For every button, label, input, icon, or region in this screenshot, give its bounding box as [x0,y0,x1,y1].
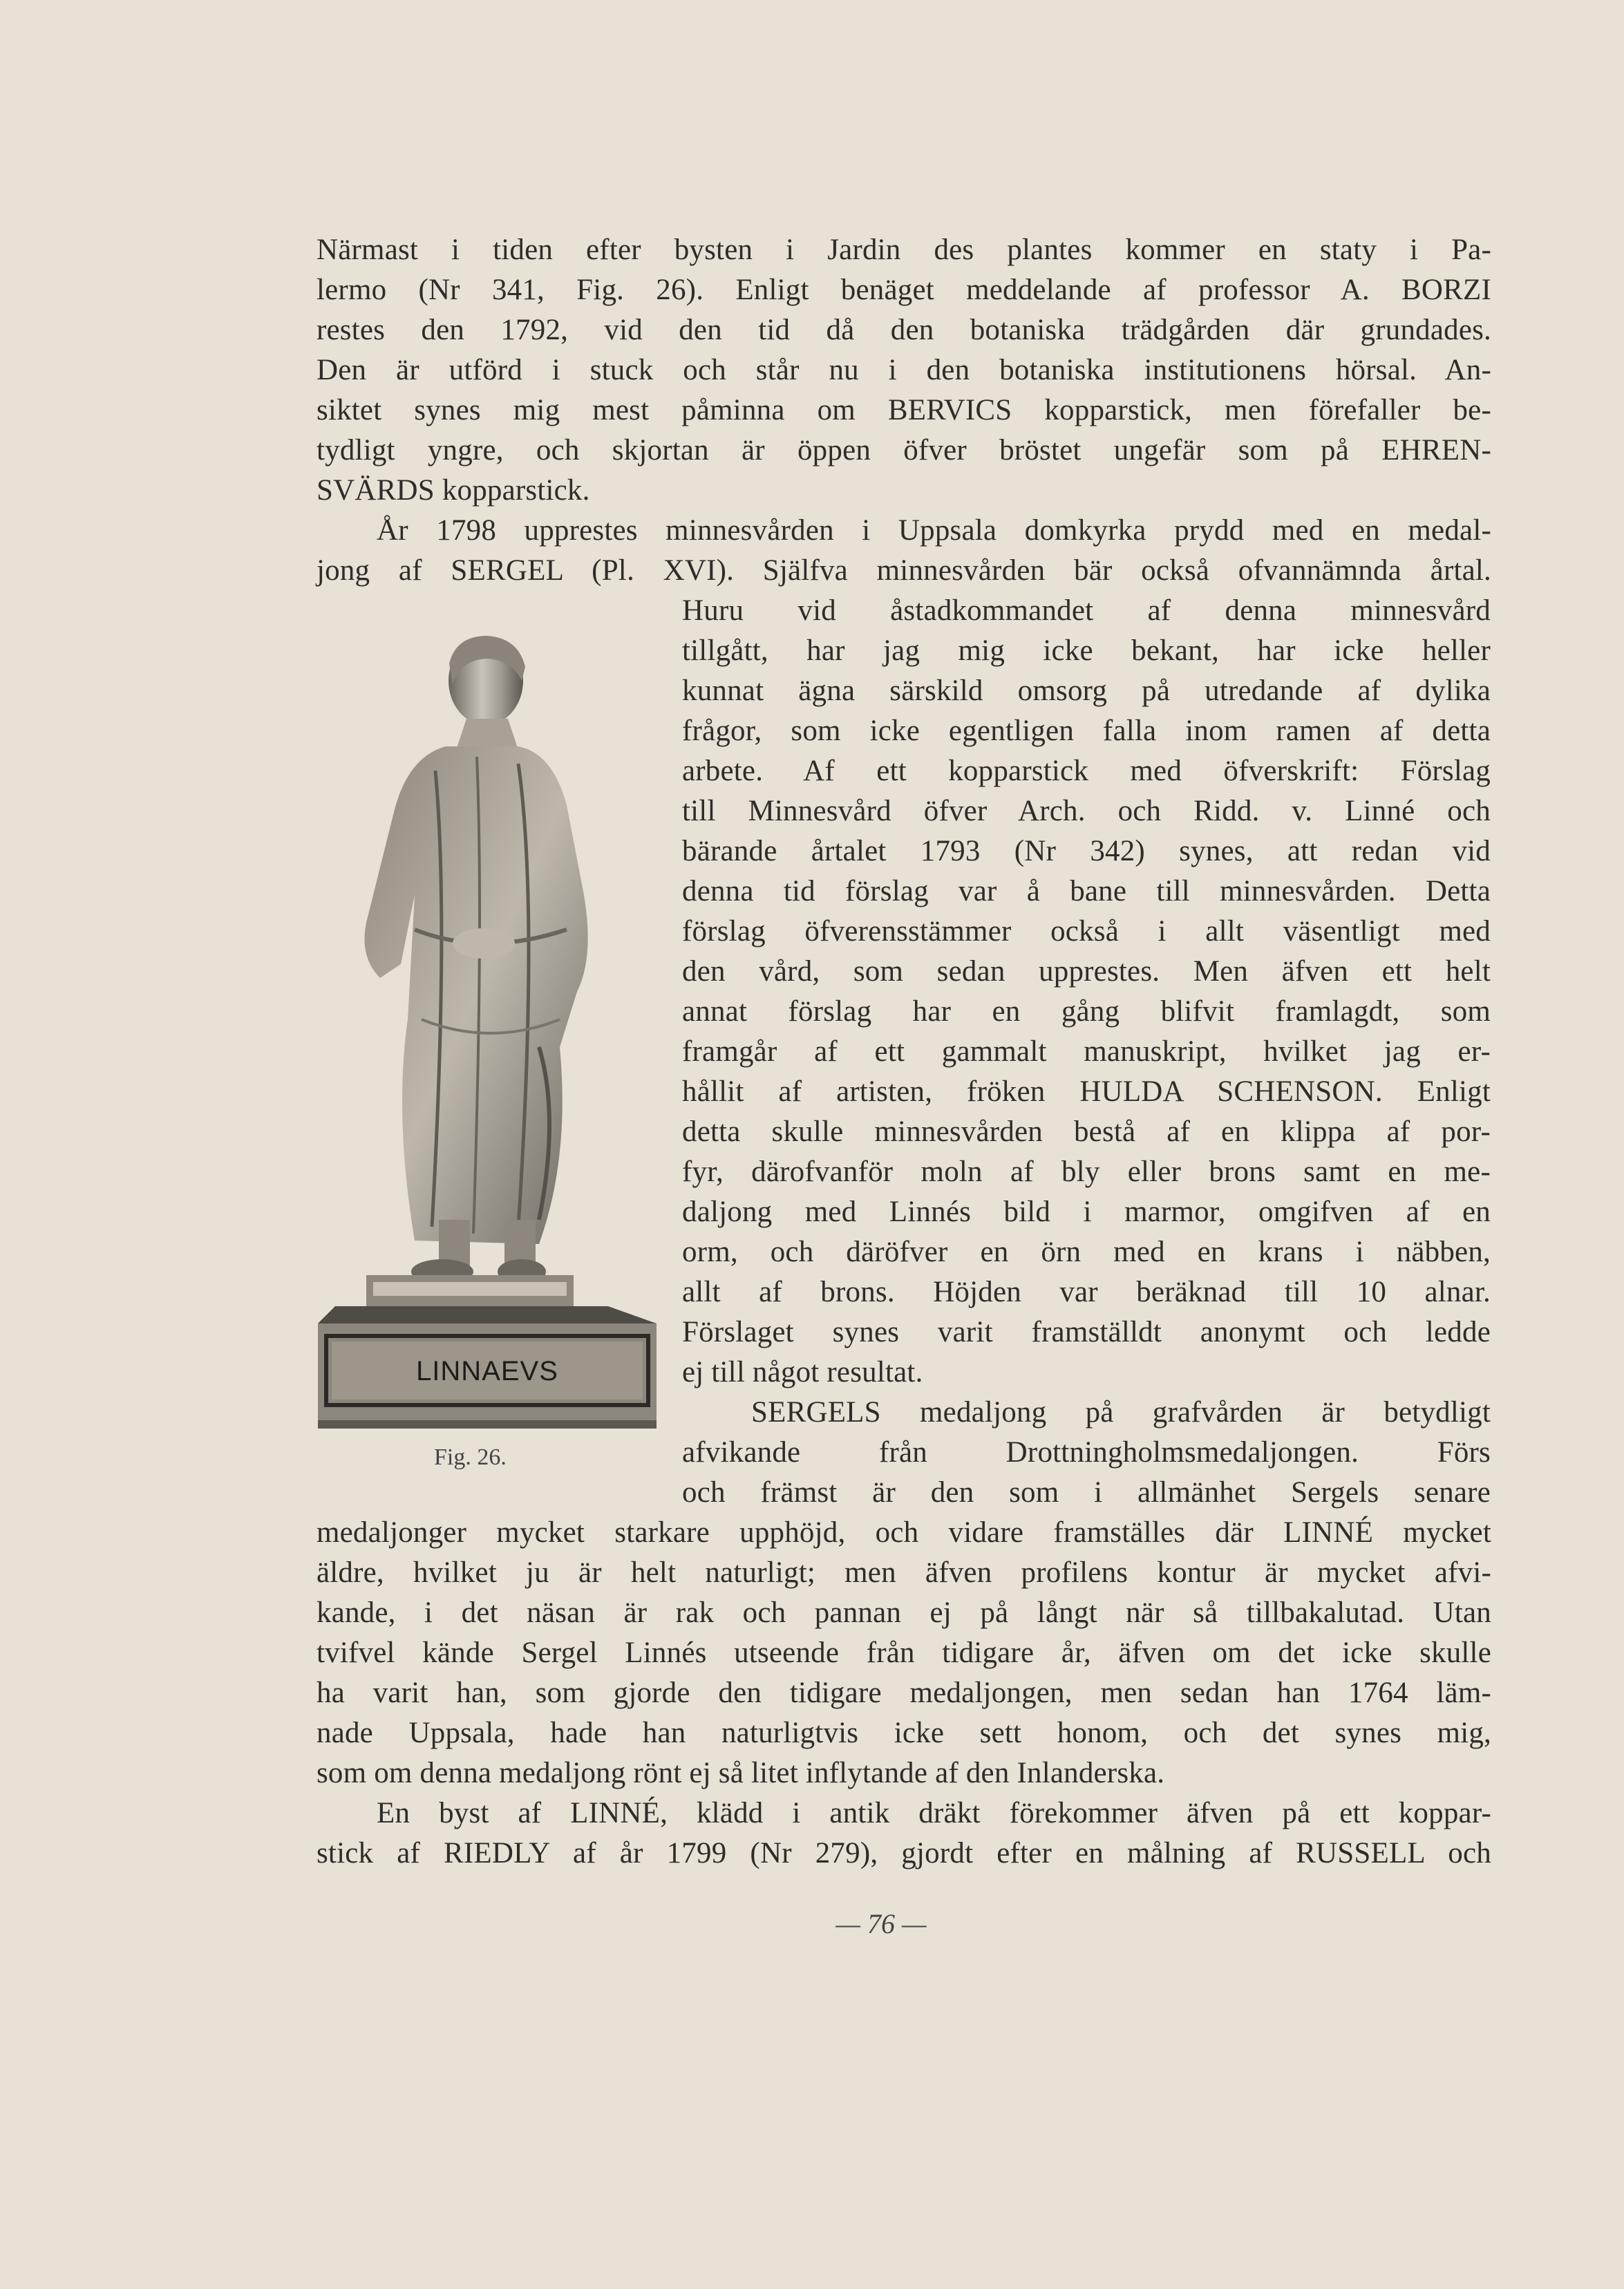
text-line: Närmast i tiden efter bysten i Jardin des plantes kommer en staty i Pa- [317,234,1491,266]
text-line: tydligt yngre, och skjortan är öppen öfver bröstet ungefär som på EHREN- [317,434,1491,467]
text-line: som om denna medaljong rönt ej så litet inflytande af den Inlanderska. [317,1757,1165,1789]
text-line: nade Uppsala, hade han naturligtvis icke sett honom, och det synes mig, [317,1717,1491,1749]
text-line: tillgått, har jag mig icke bekant, har icke heller [682,634,1491,667]
text-line: förslag öfverensstämmer också i allt väsentligt med [682,915,1491,948]
text-line: siktet synes mig mest påminna om BERVICS kopparstick, men förefaller be- [317,394,1491,426]
text-line: hållit af artisten, fröken HULDA SCHENSON. Enligt [682,1075,1491,1108]
text-line: till Minnesvård öfver Arch. och Ridd. v. Linné och [682,795,1491,827]
text-line: allt af brons. Höjden var beräknad till 10 alnar. [682,1276,1491,1308]
text-line: Den är utförd i stuck och står nu i den botaniska institutionens hörsal. An- [317,354,1491,386]
figure-caption: Fig. 26. [434,1444,507,1470]
text-line: ej till något resultat. [682,1356,923,1388]
text-line: den vård, som sedan upprestes. Men äfven ett helt [682,955,1491,988]
text-line: arbete. Af ett kopparstick med öfverskrift: Förslag [682,755,1491,787]
text-line: äldre, hvilket ju är helt naturligt; men äfven profilens kontur är mycket afvi- [317,1556,1491,1589]
text-line: medaljonger mycket starkare upphöjd, och vidare framställes där LINNÉ mycket [317,1516,1491,1549]
text-line: bärande årtalet 1793 (Nr 342) synes, att redan vid [682,835,1491,867]
text-line: jong af SERGEL (Pl. XVI). Själfva minnesvården bär också ofvannämnda årtal. [317,554,1491,587]
text-line: denna tid förslag var å bane till minnesvården. Detta [682,875,1491,907]
page-number: — 76 — [835,1908,927,1939]
text-line: kande, i det näsan är rak och pannan ej på långt när så tillbakalutad. Utan [317,1596,1491,1629]
text-line: och främst är den som i allmänhet Sergels senare [682,1476,1491,1509]
text-line: framgår af ett gammalt manuskript, hvilket jag er- [682,1035,1491,1068]
text-line: kunnat ägna särskild omsorg på utredande af dylika [682,675,1491,707]
text-line: lermo (Nr 341, Fig. 26). Enligt benäget meddelande af professor A. BORZI [317,274,1491,306]
text-line: afvikande från Drottningholmsmedaljongen. Förs [682,1436,1491,1469]
text-line: ha varit han, som gjorde den tidigare medaljongen, men sedan han 1764 läm- [317,1677,1491,1709]
text-line: tvifvel kände Sergel Linnés utseende från tidigare år, äfven om det icke skulle [317,1637,1491,1669]
text-line: restes den 1792, vid den tid då den botaniska trädgården där grundades. [317,314,1491,346]
text-line: Huru vid åstadkommandet af denna minnesvård [682,594,1491,627]
text-line: orm, och däröfver en örn med en krans i näbben, [682,1236,1491,1268]
text-line: frågor, som icke egentligen falla inom ramen af detta [682,715,1491,747]
text-line: SERGELS medaljong på grafvården är betydligt [751,1396,1491,1429]
text-line: SVÄRDS kopparstick. [317,474,590,507]
statue-figure [311,632,670,1434]
text-line: Förslaget synes varit framställdt anonymt och ledde [682,1316,1491,1348]
text-line: fyr, därofvanför moln af bly eller brons samt en me- [682,1156,1491,1188]
text-line: stick af RIEDLY af år 1799 (Nr 279), gjordt efter en målning af RUSSELL och [317,1837,1491,1869]
text-line: detta skulle minnesvården bestå af en klippa af por- [682,1115,1491,1148]
text-line: År 1798 upprestes minnesvården i Uppsala domkyrka prydd med en medal- [377,514,1491,547]
text-line: daljong med Linnés bild i marmor, omgifven af en [682,1196,1491,1228]
text-line: En byst af LINNÉ, klädd i antik dräkt förekommer äfven på ett koppar- [377,1797,1491,1829]
text-line: annat förslag har en gång blifvit framlagdt, som [682,995,1491,1028]
plaque-text: LINNAEVS [416,1356,558,1386]
